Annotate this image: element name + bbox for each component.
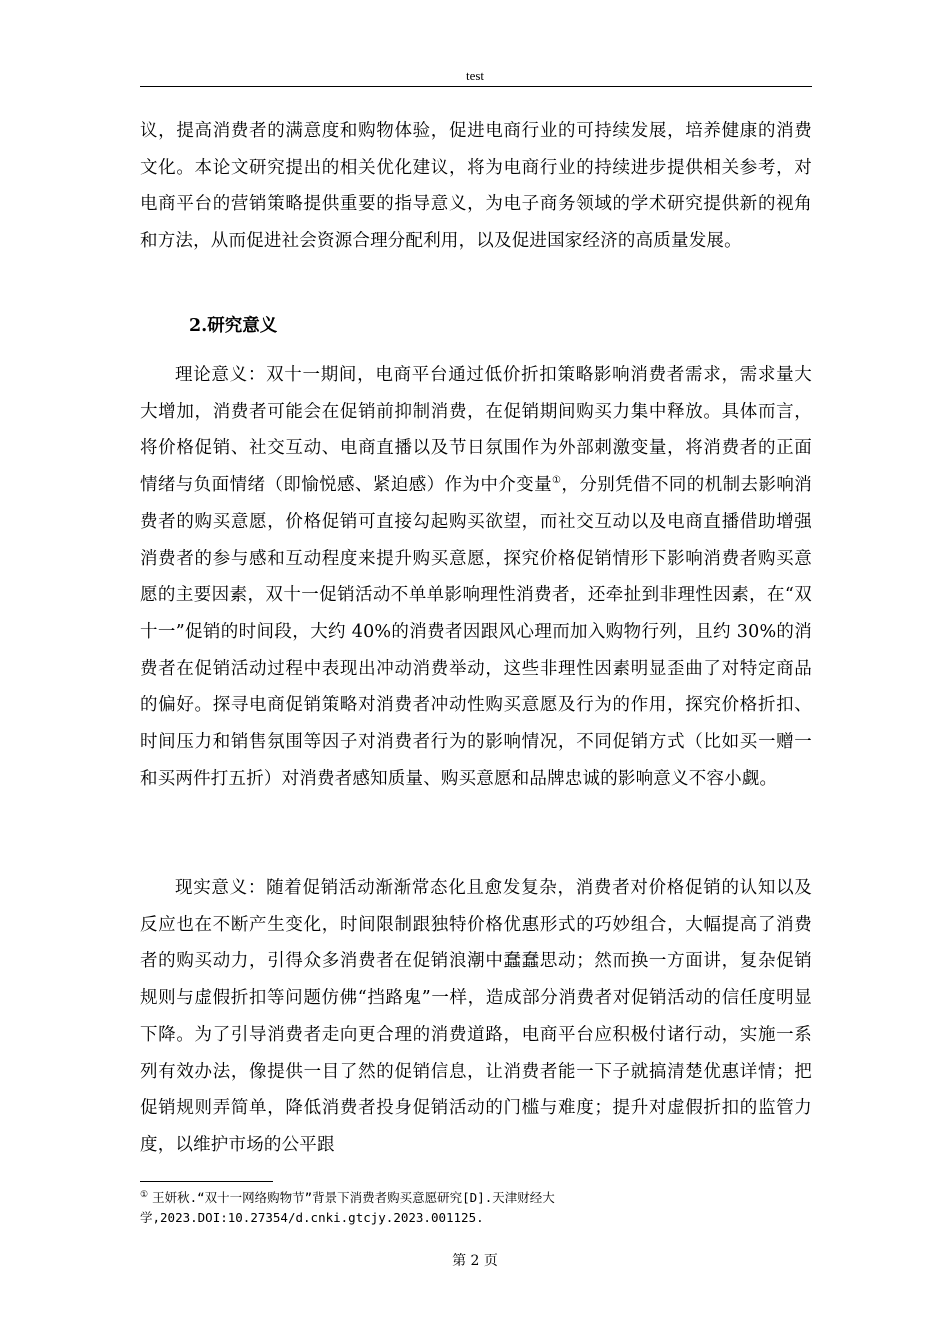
header-divider: [140, 86, 812, 87]
footnote-text: 王妍秋.“双十一网络购物节”背景下消费者购买意愿研究[D].天津财经大学,2023.DOI:10.27354/d.cnki.gtcjy.2023.001125.: [140, 1190, 555, 1225]
footnote-separator: [140, 1181, 273, 1182]
paragraph-practical-significance: 现实意义：随着促销活动渐渐常态化且愈发复杂，消费者对价格促销的认知以及反应也在不断产生变化，时间限制跟独特价格优惠形式的巧妙组合，大幅提高了消费者的购买动力，引得众多消费者在促销浪潮中蠢蠢思动；然而换一方面讲，复杂促销规则与虚假折扣等问题仿佛“挡路鬼”一样，造成部分消费者对促销活动的信任度明显下降。为了引导消费者走向更合理的消费道路，电商平台应积极付诸行动，实施一系列有效办法，像提供一目了然的促销信息，让消费者能一下子就搞清楚优惠详情；把促销规则弄简单，降低消费者投身促销活动的门槛与难度；提升对虚假折扣的监管力度，以维护市场的公平跟: [140, 878, 812, 1155]
page-number: 第 2 页: [452, 1253, 498, 1269]
page-header-title: test: [465, 68, 485, 83]
paragraph-theoretical-text-a: 理论意义：双十一期间，电商平台通过低价折扣策略影响消费者需求，需求量大大增加，消费者可能会在促销前抑制消费，在促销期间购买力集中释放。具体而言，将价格促销、社交互动、电商直播以及节日氛围作为外部刺激变量，将消费者的正面情绪与负面情绪（即愉悦感、紧迫感）作为中介变量: [140, 365, 812, 496]
paragraph-continuation: 议，提高消费者的满意度和购物体验，促进电商行业的可持续发展，培养健康的消费文化。本论文研究提出的相关优化建议，将为电商行业的持续进步提供相关参考，对电商平台的营销策略提供重要的指导意义，为电子商务领域的学术研究提供新的视角和方法，从而促进社会资源合理分配利用，以及促进国家经济的高质量发展。: [140, 121, 812, 252]
footnote-number: ①: [140, 1189, 149, 1200]
footnote-reference-marker[interactable]: ①: [552, 475, 562, 487]
paragraph-theoretical-significance: [140, 357, 812, 797]
paragraph-theoretical-text-b: ，分别凭借不同的机制去影响消费者的购买意愿，价格促销可直接勾起购买欲望，而社交互动以及电商直播借助增强消费者的参与感和互动程度来提升购买意愿，探究价格促销情形下影响消费者购买意愿的主要因素，双十一促销活动不单单影响理性消费者，还牵扯到非理性因素，在“双十一”促销的时间段，大约 40%的消费者因跟风心理而加入购物行列，且约 30%的消费者在促销活动过程中表现出冲动消费举动，这些非理性因素明显歪曲了对特定商品的偏好。探寻电商促销策略对消费者冲动性购买意愿及行为的作用，探究价格折扣、时间压力和销售氛围等因子对消费者行为的影响情况，不同促销方式（比如买一赠一和买两件打五折）对消费者感知质量、购买意愿和品牌忠诚的影响意义不容小觑。: [140, 475, 812, 789]
section-heading: 2.研究意义: [189, 316, 278, 336]
footnote: [140, 1188, 740, 1228]
